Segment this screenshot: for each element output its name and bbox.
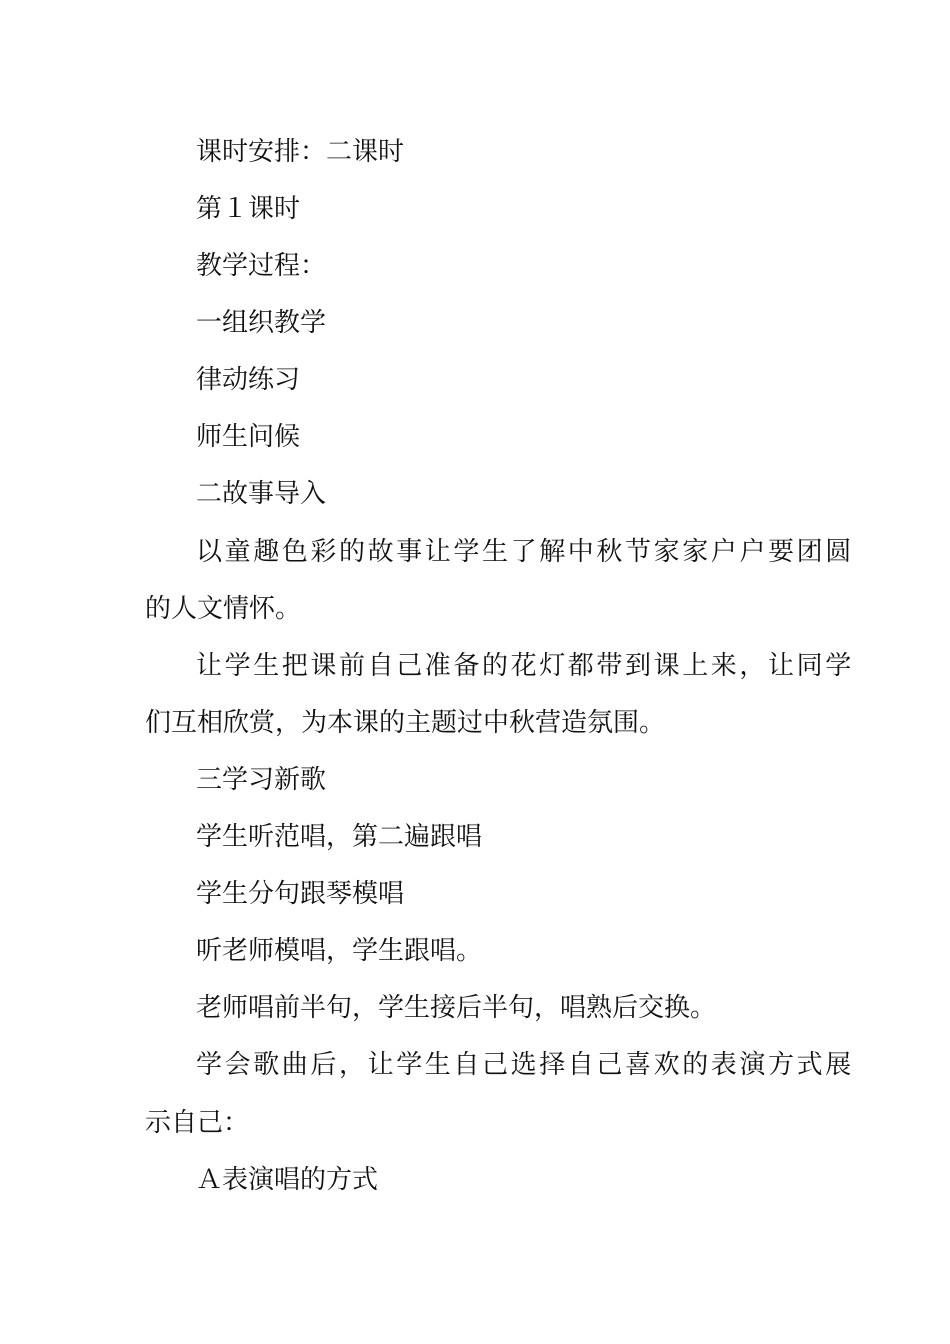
teacher-model-line: 听老师模唱，学生跟唱。 xyxy=(196,936,483,966)
performance-paragraph-line-1: 学会歌曲后，让学生自己选择自己喜欢的表演方式展 xyxy=(196,1050,854,1080)
story-paragraph-line-1: 以童趣色彩的故事让学生了解中秋节家家户户要团圆 xyxy=(196,537,854,567)
story-paragraph-line-2: 的人文情怀。 xyxy=(145,594,302,624)
schedule-line: 课时安排：二课时 xyxy=(196,137,405,167)
option-a-line: Ａ表演唱的方式 xyxy=(196,1165,379,1195)
lantern-paragraph-line-2: 们互相欣赏，为本课的主题过中秋营造氛围。 xyxy=(145,708,666,738)
listen-line: 学生听范唱，第二遍跟唱 xyxy=(196,822,483,852)
phrase-singing-line: 学生分句跟琴模唱 xyxy=(196,879,405,909)
lesson-one-heading: 第１课时 xyxy=(196,194,301,224)
greeting-line: 师生问候 xyxy=(196,422,301,452)
section-two-heading: 二故事导入 xyxy=(196,479,327,509)
section-one-heading: 一组织教学 xyxy=(196,308,327,338)
rhythm-practice-line: 律动练习 xyxy=(196,365,301,395)
teaching-process-heading: 教学过程： xyxy=(196,251,327,281)
half-phrase-line: 老师唱前半句，学生接后半句，唱熟后交换。 xyxy=(196,993,717,1023)
lantern-paragraph-line-1: 让学生把课前自己准备的花灯都带到课上来，让同学 xyxy=(196,651,854,681)
section-three-heading: 三学习新歌 xyxy=(196,765,327,795)
performance-paragraph-line-2: 示自己： xyxy=(145,1108,250,1138)
